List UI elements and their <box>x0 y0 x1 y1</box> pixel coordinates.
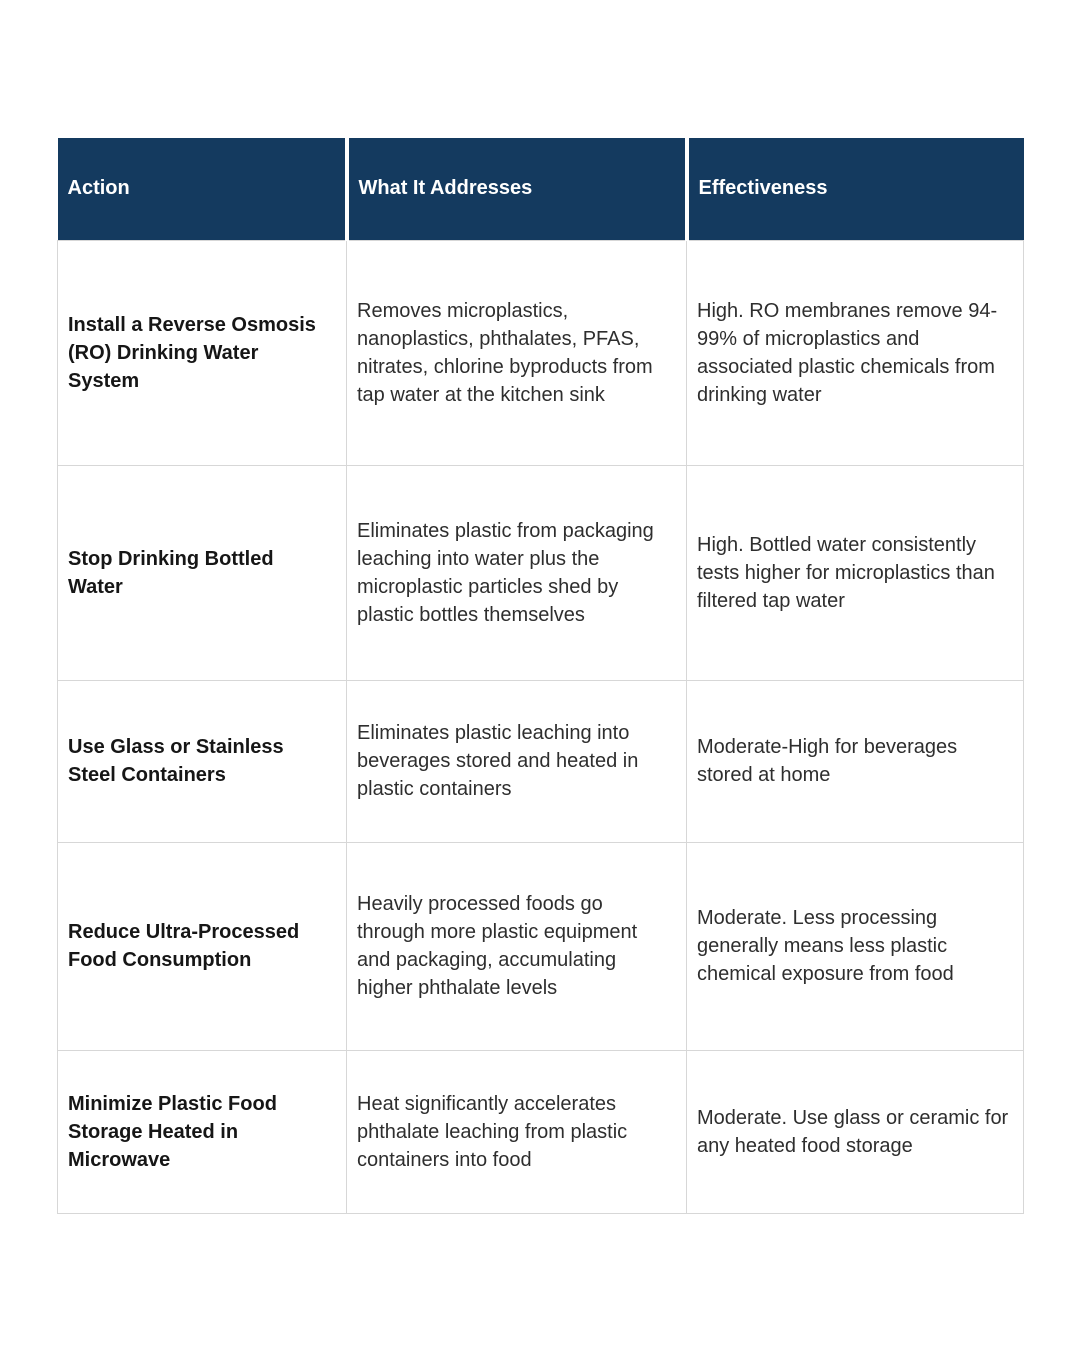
addresses-cell: Removes microplastics, nanoplastics, phthalates, PFAS, nitrates, chlorine byproducts from tap water at the kitchen sink <box>347 240 687 465</box>
actions-effectiveness-table <box>57 138 1024 1214</box>
table-row <box>58 842 1024 1050</box>
action-cell: Use Glass or Stainless Steel Containers <box>58 680 347 842</box>
addresses-cell: Eliminates plastic leaching into beverages stored and heated in plastic containers <box>347 680 687 842</box>
action-cell: Minimize Plastic Food Storage Heated in Microwave <box>58 1050 347 1213</box>
addresses-cell: Heavily processed foods go through more plastic equipment and packaging, accumulating higher phthalate levels <box>347 842 687 1050</box>
table-body <box>58 240 1024 1213</box>
table-header <box>58 138 1024 240</box>
effectiveness-cell: Moderate. Less processing generally means less plastic chemical exposure from food <box>687 842 1024 1050</box>
header-row <box>58 138 1024 240</box>
table-row <box>58 240 1024 465</box>
column-header-action: Action <box>58 138 347 240</box>
effectiveness-cell: Moderate. Use glass or ceramic for any heated food storage <box>687 1050 1024 1213</box>
table-row <box>58 1050 1024 1213</box>
action-cell: Install a Reverse Osmosis (RO) Drinking Water System <box>58 240 347 465</box>
table-row <box>58 465 1024 680</box>
table-row <box>58 680 1024 842</box>
action-cell: Stop Drinking Bottled Water <box>58 465 347 680</box>
addresses-cell: Heat significantly accelerates phthalate leaching from plastic containers into food <box>347 1050 687 1213</box>
effectiveness-cell: High. RO membranes remove 94-99% of microplastics and associated plastic chemicals from drinking water <box>687 240 1024 465</box>
effectiveness-cell: Moderate-High for beverages stored at home <box>687 680 1024 842</box>
column-header-what-it-addresses: What It Addresses <box>347 138 687 240</box>
column-header-effectiveness: Effectiveness <box>687 138 1024 240</box>
action-cell: Reduce Ultra-Processed Food Consumption <box>58 842 347 1050</box>
actions-table-container <box>57 138 1023 1214</box>
addresses-cell: Eliminates plastic from packaging leaching into water plus the microplastic particles shed by plastic bottles themselves <box>347 465 687 680</box>
effectiveness-cell: High. Bottled water consistently tests higher for microplastics than filtered tap water <box>687 465 1024 680</box>
